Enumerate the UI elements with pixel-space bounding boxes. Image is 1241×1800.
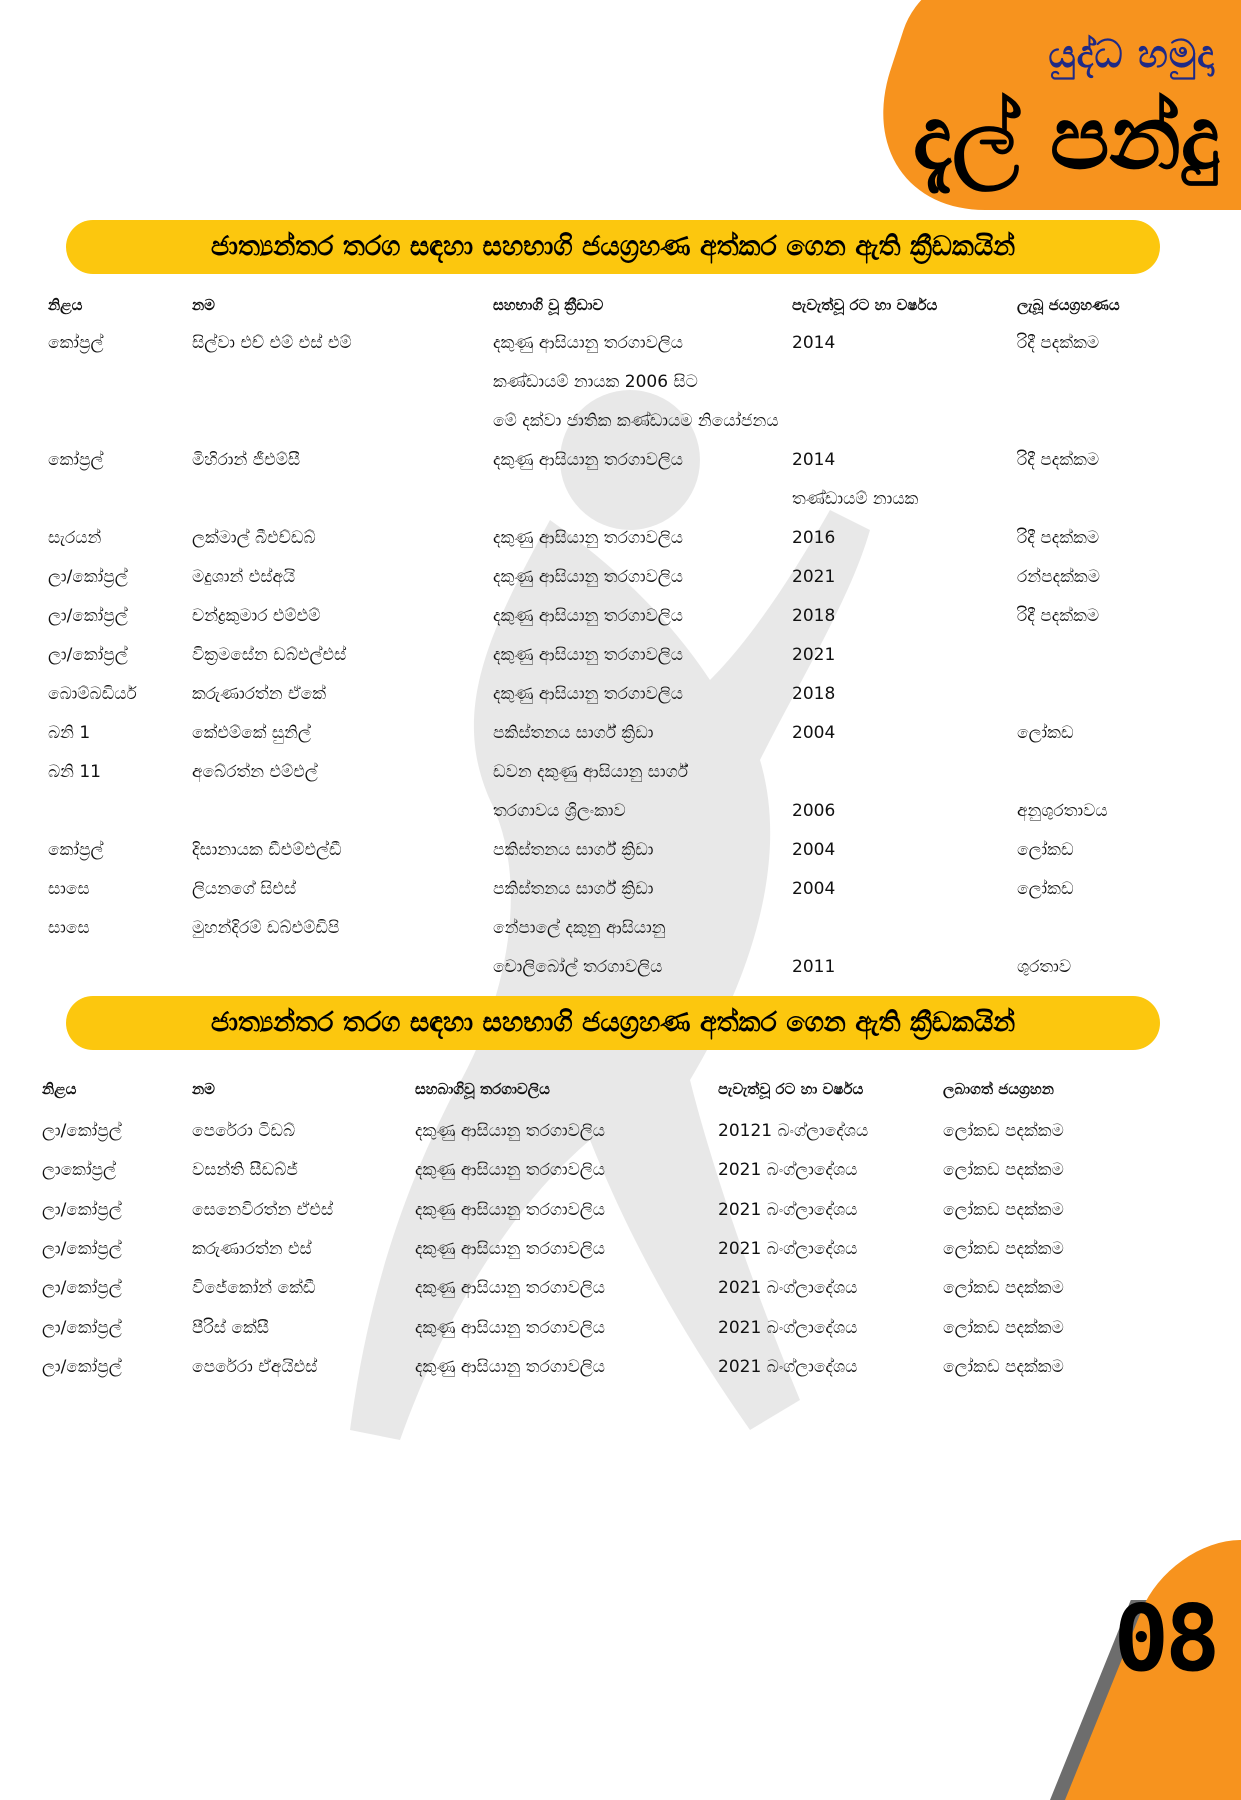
section1-cell-venue-year: 2018 (792, 684, 836, 704)
section1-cell-name: ලියනගේ සිඑස් (192, 879, 297, 899)
section2-cell-event: දකුණු ආසියානු තරගාවලිය (415, 1278, 606, 1299)
brand-subtitle: යුද්ධ හමුදා (1048, 32, 1215, 76)
section1-banner: ජාත්‍යන්තර තරග සඳහා සහභාගි ජයග්‍රහණ අත්කර ගෙන ඇති ක්‍රීඩකයින් (66, 220, 1160, 274)
section1-cell-event: තරගාවය ශ්‍රිලංකාව (493, 801, 626, 821)
section2-header-name: නම (192, 1080, 215, 1098)
section1-header-venue-year: පැවැත්වූ රට හා වර්ෂය (792, 296, 938, 314)
section1-cell-event: දකුණු ආසියානු තරගාවලිය (493, 567, 684, 587)
section1-cell-name: කරුණාරත්න ඒකේ (192, 684, 327, 704)
section2-cell-event: දකුණු ආසියානු තරගාවලිය (415, 1121, 606, 1141)
section2-cell-name: පෙරේරා ඒඅයිඑස් (192, 1356, 318, 1377)
section2-cell-rank: ලා/කෝප්‍රල් (42, 1356, 122, 1377)
section2-cell-achievement: ලෝකඩ පදක්කම (943, 1199, 1064, 1220)
section1-cell-rank: සැරයන් (48, 528, 102, 548)
section1-cell-venue-year: 2018 (792, 606, 836, 626)
section1-cell-name: දිසානායක ඩීඑම්එල්ඩී (192, 840, 342, 860)
section1-cell-venue-year: 2011 (792, 957, 836, 977)
section2-cell-venue-year: 2021 බංග්ලාදේශය (718, 1199, 858, 1220)
section1-cell-rank: ලා/කෝප්‍රල් (48, 606, 128, 626)
section1-cell-name: මුහන්දිරම් ඩබ්එම්ඩිපි (192, 918, 340, 938)
brand-title: දැල් පන්දු (913, 86, 1220, 189)
section2-cell-achievement: ලෝකඩ පදක්කම (943, 1160, 1064, 1181)
section2-cell-name: විජේකෝන් කේඩී (192, 1278, 316, 1299)
section1-cell-event: දකුණු ආසියානු තරගාවලිය (493, 606, 684, 626)
section1-cell-achievement: ලෝකඩ (1017, 840, 1074, 860)
section2-cell-event: දකුණු ආසියානු තරගාවලිය (415, 1238, 606, 1259)
section1-cell-name: මදුශාන් එස්අයි (192, 567, 296, 587)
section1-cell-name: සිල්වා එච් එම් එස් එම් (192, 333, 352, 353)
section1-cell-achievement: අනුශුරතාවය (1017, 801, 1108, 821)
section1-cell-rank: බොම්බඩියර් (48, 684, 137, 704)
section2-cell-rank: ලා/කෝප්‍රල් (42, 1238, 122, 1259)
section1-cell-rank: කෝප්‍රල් (48, 840, 104, 860)
section1-cell-venue-year: 2004 (792, 723, 836, 743)
section1-cell-event: මේ දක්වා ජාතික කණ්ඩායම නියෝජනය (493, 411, 779, 431)
section1-cell-rank: බනි 11 (48, 762, 101, 782)
section2-cell-achievement: ලෝකඩ පදක්කම (943, 1238, 1064, 1259)
section1-cell-name: කේඑම්කේ සුනිල් (192, 723, 311, 743)
section2-cell-name: කරුණාරත්න එස් (192, 1238, 312, 1259)
section1-cell-rank: ලා/කෝප්‍රල් (48, 567, 128, 587)
section1-header-name: නම (192, 296, 215, 314)
section1-cell-achievement: රන්පදක්කම (1017, 567, 1100, 587)
section2-cell-event: දකුණු ආසියානු තරගාවලිය (415, 1317, 606, 1338)
section2-cell-rank: ලා/කෝප්‍රල් (42, 1199, 122, 1220)
section1-cell-event: දකුණු ආසියානු තරගාවලිය (493, 528, 684, 548)
section2-cell-name: පෙරේරා ටිඩබ් (192, 1121, 296, 1141)
section1-cell-rank: බනි 1 (48, 723, 91, 743)
section1-cell-venue-year: 2004 (792, 879, 836, 899)
page-number: 08 (1113, 1585, 1217, 1692)
section1-cell-achievement: ලෝකඩ (1017, 879, 1074, 899)
section1-cell-venue-year: 2006 (792, 801, 836, 821)
section2-cell-event: දකුණු ආසියානු තරගාවලිය (415, 1160, 606, 1181)
section1-cell-event: ඩවන දකුණු ආසියානු සාර්ග් (493, 762, 689, 782)
section1-cell-name: මිහිරාන් ජීඑම්සී (192, 450, 301, 470)
section1-cell-event: දකුණු ආසියානු තරගාවලිය (493, 450, 684, 470)
section1-cell-rank: කෝප්‍රල් (48, 333, 104, 353)
section1-cell-achievement: ලෝකඩ (1017, 723, 1074, 743)
section1-cell-name: ලක්මාල් බීඑච්ඩබ් (192, 528, 316, 548)
section1-cell-venue-year: 2021 (792, 645, 836, 665)
section2-banner: ජාත්‍යන්තර තරග සඳහා සහභාගි ජයග්‍රහණ අත්කර ගෙන ඇති ක්‍රීඩකයින් (66, 996, 1160, 1050)
section1-cell-event: පකිස්තනය සාර්ග් ක්‍රිඩා (493, 723, 654, 743)
section2-cell-achievement: ලෝකඩ පදක්කම (943, 1317, 1064, 1338)
section1-cell-rank: කෝප්‍රල් (48, 450, 104, 470)
section1-cell-event: දකුණු ආසියානු තරගාවලිය (493, 333, 684, 353)
section1-cell-event: නේපාලේ දකුනු ආසියානු (493, 918, 666, 938)
section2-cell-venue-year: 2021 බංග්ලාදේශය (718, 1356, 858, 1377)
section2-cell-rank: ලා/කෝප්‍රල් (42, 1317, 122, 1338)
section2-cell-venue-year: 20121 බංග්ලාදේශය (718, 1121, 869, 1141)
section1-cell-achievement: රිදී පදක්කම (1017, 333, 1100, 353)
section1-cell-venue-year: 2014 (792, 450, 836, 470)
section1-header-achievement: ලැබූ ජයග්‍රහණය (1017, 296, 1120, 314)
section1-cell-achievement: රිදී පදක්කම (1017, 528, 1100, 548)
section1-cell-event: දකුණු ආසියානු තරගාවලිය (493, 645, 684, 665)
section2-header-venue-year: පැවැත්වූ රට හා වර්ෂය (718, 1080, 864, 1098)
section1-header-rank: නිළය (48, 296, 83, 314)
section1-cell-event: පකිස්තනය සාර්ග් ක්‍රිඩා (493, 879, 654, 899)
section1-cell-achievement: ශුරතාව (1017, 957, 1072, 977)
section2-cell-event: දකුණු ආසියානු තරගාවලිය (415, 1356, 606, 1377)
section2-cell-achievement: ලෝකඩ පදක්කම (943, 1356, 1064, 1377)
section1-cell-event: පකිස්තනය සාර්ග් ක්‍රිඩා (493, 840, 654, 860)
section2-header-event: සහබාගිවූ තරගාවලිය (415, 1080, 550, 1098)
section2-cell-venue-year: 2021 බංග්ලාදේශය (718, 1160, 858, 1181)
section1-cell-venue-year: 2016 (792, 528, 836, 548)
section1-cell-achievement: රිදී පදක්කම (1017, 606, 1100, 626)
section1-cell-venue-year: තණ්ඩායම් නායක (792, 489, 919, 509)
section2-cell-venue-year: 2021 බංග්ලාදේශය (718, 1238, 858, 1259)
section1-cell-name: චන්ද්‍රකුමාර එම්එම් (192, 606, 321, 626)
section1-cell-achievement: රිදී පදක්කම (1017, 450, 1100, 470)
section1-header-event: සහභාගි වූ ක්‍රීඩාව (493, 296, 604, 314)
section2-cell-name: පීරිස් කේසී (192, 1317, 270, 1338)
section1-cell-name: වික්‍රමසේන ඩබ්එල්එස් (192, 645, 347, 665)
section1-cell-rank: සාසෙ (48, 918, 90, 938)
section2-cell-rank: ලා/කෝප්‍රල් (42, 1121, 122, 1141)
section1-cell-rank: ලා/කෝප්‍රල් (48, 645, 128, 665)
section2-cell-achievement: ලෝකඩ පදක්කම (943, 1278, 1064, 1299)
section1-cell-event: චොලිබෝල් තරගාවලිය (493, 957, 663, 977)
section1-cell-venue-year: 2014 (792, 333, 836, 353)
section2-cell-rank: ලා/කෝප්‍රල් (42, 1278, 122, 1299)
section1-cell-rank: සාසෙ (48, 879, 90, 899)
section2-header-achievement: ලබාගත් ජයග්‍රහන (943, 1080, 1054, 1098)
section1-cell-name: අබේරත්න එම්එල් (192, 762, 318, 782)
section2-cell-event: දකුණු ආසියානු තරගාවලිය (415, 1199, 606, 1220)
section1-cell-venue-year: 2021 (792, 567, 836, 587)
section1-cell-event: දකුණු ආසියානු තරගාවලිය (493, 684, 684, 704)
section2-cell-name: වසන්ති සීඩබ්ජ් (192, 1160, 298, 1181)
section2-cell-venue-year: 2021 බංග්ලාදේශය (718, 1317, 858, 1338)
section2-cell-rank: ලාකෝප්‍රල් (42, 1160, 117, 1181)
section2-header-rank: නිළය (42, 1080, 77, 1098)
section2-cell-name: සෙනෙවිරත්න ඒඑස් (192, 1199, 334, 1220)
section1-cell-venue-year: 2004 (792, 840, 836, 860)
section2-cell-venue-year: 2021 බංග්ලාදේශය (718, 1278, 858, 1299)
section1-cell-event: කණ්ඩායම් නායක 2006 සිට (493, 372, 698, 392)
section2-cell-achievement: ලෝකඩ පදක්කම (943, 1121, 1064, 1141)
